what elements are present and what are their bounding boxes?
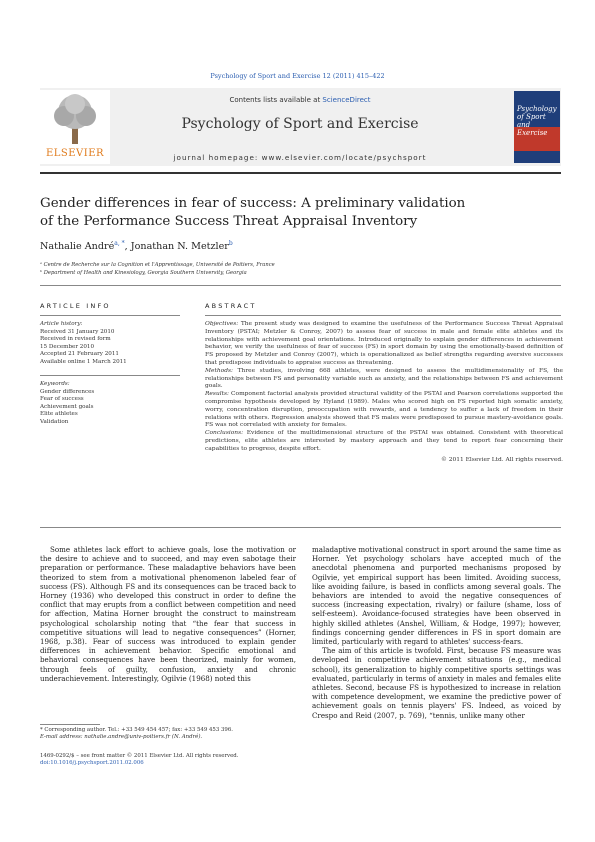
abstract-conclusions (205, 430, 563, 453)
conclusions-text: Evidence of the multidimensional structure of the PSTAI was obtained. Consistent with theoretical predictions, elite athletes are interested by mastery approach and they tend to report fear concerning their capabilities to progress, despite effort. (205, 430, 563, 452)
abstract-bottom-rule (40, 527, 561, 528)
history-line: Received in revised form (40, 336, 111, 343)
article-info-rule (40, 315, 180, 316)
keywords (40, 381, 180, 427)
history-line: Received 31 January 2010 (40, 328, 115, 335)
affiliation-rule (40, 285, 561, 286)
body-paragraph: Some athletes lack effort to achieve goals, lose the motivation or the desire to achieve and to succeed, and may even sabotage their preparation or performance. These maladaptive behaviors have been theorized to stem from a motivational phenomenon labeled fear of success (FS). Although FS and its consequences can be traced back to Horney (1936) who developed this construct in order to define the conflict that may erupts from a conflict between competition and need for affection, Matina Horner brought the construct to mainstream psychological scholarship noting that “the fear that success in competitive situations will lead to negative consequences” (Horner, 1968, p.38). Fear of success was introduced to explain gender differences in achievement behavior. Specific emotional and behavioral consequences have been theorized, mainly for women, through feels of guilty, confusion, anxiety and chronic underachievement. Interestingly, Ogilvie (1968) noted this (40, 545, 296, 683)
affiliation: ᵇ Department of Health and Kinesiology, Georgia Southern University, Georgia (40, 270, 247, 276)
front-matter (40, 753, 300, 767)
article-info-heading: ARTICLE INFO (40, 302, 111, 310)
author-list (40, 240, 233, 252)
keyword: Validation (40, 418, 69, 425)
keyword: Achievement goals (40, 403, 94, 410)
footnote-rule (40, 724, 100, 725)
title-line-2: of the Performance Success Threat Appraisal Inventory (40, 214, 418, 229)
author-name: Jonathan N. Metzler (130, 241, 229, 253)
history-line: 15 December 2010 (40, 343, 95, 350)
contents-prefix: Contents lists available at (229, 96, 323, 104)
journal-homepage[interactable]: journal homepage: www.elsevier.com/locate/psychsport (173, 153, 427, 162)
abstract-results (205, 391, 563, 430)
paper-title (40, 195, 540, 231)
journal-cover (514, 91, 560, 163)
journal-title: Psychology of Sport and Exercise (181, 116, 419, 132)
author-separator: , (124, 241, 131, 253)
keyword: Elite athletes (40, 411, 78, 418)
abstract-rule (205, 315, 561, 316)
author-affiliation-mark[interactable]: b (228, 240, 233, 247)
history-line: Accepted 21 February 2011 (40, 351, 119, 358)
abstract-heading: ABSTRACT (205, 302, 257, 310)
body-column-right (312, 545, 561, 720)
objectives-label: Objectives: (205, 321, 239, 327)
doi-link[interactable]: doi:10.1016/j.psychsport.2011.02.006 (40, 760, 144, 766)
author-affiliation-mark[interactable]: a, * (114, 240, 125, 247)
body-paragraph: The aim of this article is twofold. First, because FS measure was developed in competitive achievement situations (e.g., medical school), its generalization to highly competitive sports settings was evaluated, particularly in terms of anxiety in males and females elite athletes. Second, because FS is hypothesized to increase in relation with competence development, we examine the predictive power of achievement goals on tennis players' FS. Indeed, as voiced by Crespo and Reid (2007, p. 769), “tennis, unlike many other (312, 646, 561, 720)
footnote (40, 727, 300, 741)
methods-text: Three studies, involving 668 athletes, were designed to assess the multidimensionality of FS, the relationships between FS and personality variable such as anxiety, and the relationships between FS and achievement goals. (205, 367, 563, 390)
header-rule (40, 172, 561, 174)
abstract-objectives (205, 321, 563, 368)
results-text: Component factorial analysis provided structural validity of the PSTAI and Pearson correlations supported the compromise hypothesis developed by Hyland (1989). Males who scored high on FS reported high somatic anxiety, worry, concentration disruption, preoccupation with rewards, and a tendency to suffer a lack of freedom in their relations with others. Regression analysis showed that FS males were predisposed to pursue mastery-avoidance goals. FS was not correlated with anxiety for females. (205, 391, 563, 429)
journal-citation[interactable]: Psychology of Sport and Exercise 12 (2011) 415–422 (210, 72, 385, 80)
abstract-copyright: © 2011 Elsevier Ltd. All rights reserved. (440, 456, 563, 463)
keyword: Fear of success (40, 396, 84, 403)
author-name: Nathalie André (40, 241, 115, 253)
keywords-rule (40, 375, 180, 376)
conclusions-label: Conclusions: (205, 430, 244, 437)
methods-label: Methods: (205, 367, 234, 374)
elsevier-logo (40, 90, 110, 164)
publisher-name: ELSEVIER (45, 148, 105, 159)
body-column-left (40, 545, 296, 683)
title-line-1: Gender differences in fear of success: A preliminary validation (40, 196, 466, 211)
keyword: Gender differences (40, 388, 95, 395)
keywords-label: Keywords: (40, 381, 70, 387)
affiliation: ᵃ Centre de Recherche sur la Cognition et l'Apprentissage, Université de Poitiers, France (40, 262, 275, 268)
body-paragraph: maladaptive motivational construct in sport around the same time as Horner. Yet psychology scholars have accepted much of the anecdotal phenomena and purported mechanisms proposed by Ogilvie, yet empirical support has been limited. Avoiding success, like avoiding failure, is based in conflicts among several goals. The behaviors are intended to avoid the negative consequences of success (increasing expectation, rivalry) or failure (shame, loss of self-esteem). Avoidance-focused strategies have been observed in highly skilled athletes (Anshel, William, & Hodge, 1997); however, findings concerning gender differences in FS in sport domain are limited, particularly with regard to athletes' success-fears. (312, 545, 561, 647)
history-line: Available online 1 March 2011 (40, 358, 127, 365)
article-history (40, 321, 180, 367)
sciencedirect-link[interactable]: ScienceDirect (322, 96, 371, 104)
footnote-email[interactable]: E-mail address: nathalie.andre@univ-poitiers.fr (N. André). (40, 734, 203, 740)
contents-line (110, 96, 490, 104)
footnote-corresponding-author: * Corresponding author. Tel.: +33 549 454 457; fax: +33 549 453 396. (40, 727, 233, 733)
front-matter-rights: 1469-0292/$ – see front matter © 2011 Elsevier Ltd. All rights reserved. (40, 753, 239, 759)
history-label: Article history: (40, 321, 83, 327)
abstract-body (205, 321, 563, 464)
cover-title: Psychology of Sport and Exercise (517, 105, 557, 137)
objectives-text: The present study was designed to examine the usefulness of the Performance Success Threat Appraisal Inventory (PSTAI; Metzler & Conroy, 2007) to assess fear of success in male and female elite athletes and its relationships with achievement goal orientations. Introduced originally to explain gender differences in achievement behavior, we verify the usefulness of fear of success (FS) in sport domain by using the emotionally-based definition of FS proposed by Metzler and Conroy (2007), which is operationalized as belief strengths regarding aversive successes that predispose individuals to appraise success as threatening. (205, 321, 563, 366)
results-label: Results: (205, 391, 229, 398)
abstract-methods (205, 368, 563, 391)
tree-icon (48, 92, 102, 144)
